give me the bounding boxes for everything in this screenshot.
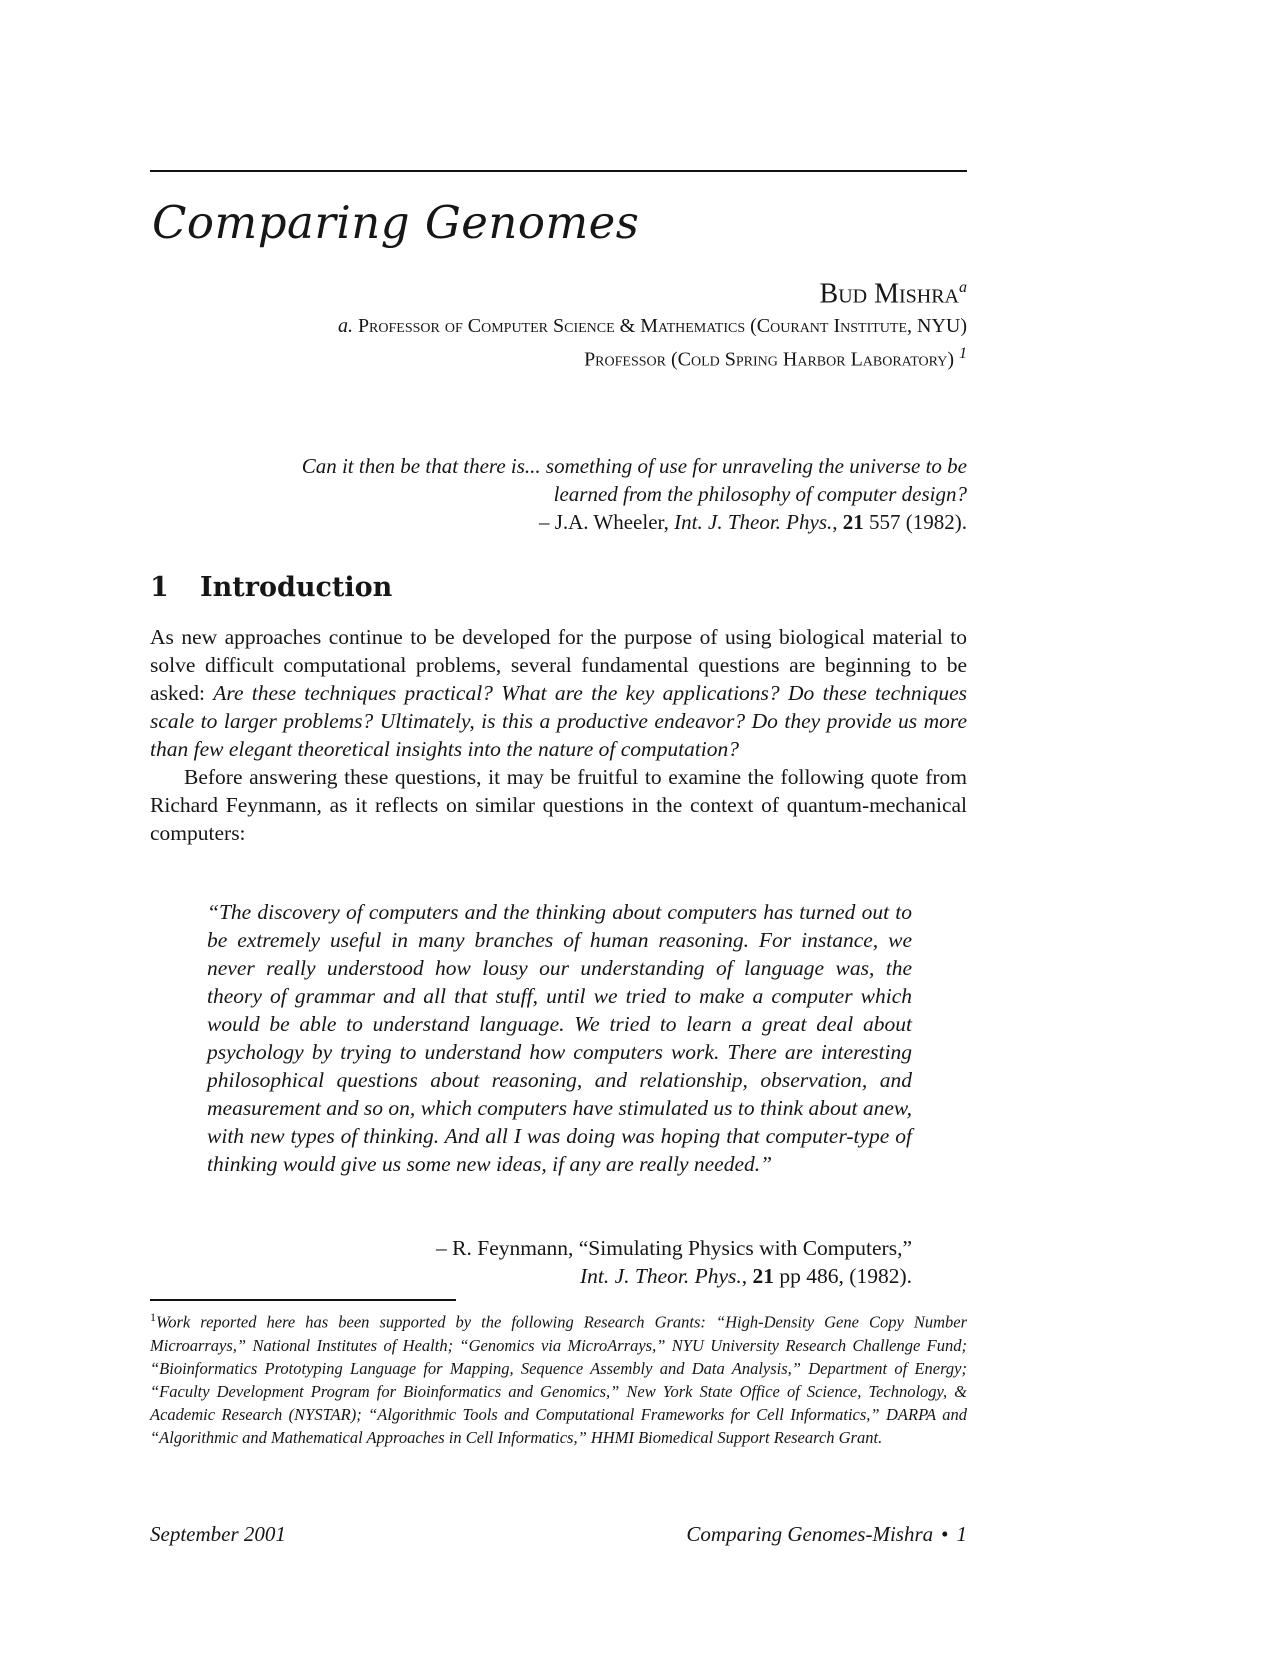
epigraph-quote-line-1: Can it then be that there is... something of use for unraveling the universe to be [301, 454, 967, 478]
top-rule [150, 170, 967, 172]
epigraph-journal: Int. J. Theor. Phys. [674, 510, 833, 534]
footer-running-title-text: Comparing Genomes-Mishra [686, 1522, 934, 1546]
quote-pages-year: pp 486, (1982). [774, 1264, 912, 1288]
footnote-mark: 1 [150, 1310, 156, 1324]
paper-title: Comparing Genomes [152, 196, 640, 249]
epigraph-volume: 21 [842, 510, 864, 534]
quote-volume: 21 [752, 1264, 775, 1288]
quote-separator: , [741, 1264, 753, 1288]
quote-attribution-line-2 [212, 1262, 912, 1290]
footnote-rule [150, 1299, 456, 1301]
footer-date: September 2001 [150, 1522, 286, 1546]
epigraph-author: – J.A. Wheeler, [538, 510, 675, 534]
author-affiliation-mark: a [959, 279, 967, 296]
paragraph-2: Before answering these questions, it may be fruitful to examine the following quote from Richard Feynmann, as it reflects on similar questions in the context of quantum-mechanical computers: [150, 765, 967, 845]
epigraph-separator: , [832, 510, 843, 534]
affiliation-line-2 [150, 340, 967, 374]
author-name-text: Bud Mishra [819, 278, 959, 310]
page-number: 1 [956, 1522, 967, 1546]
author-name [150, 270, 967, 312]
footer-bullet: • [941, 1522, 949, 1546]
paragraph-1-plain: As new approaches continue to be developed for the purpose of using biological material to solve difficult computational problems, several fundamental questions are beginning to be asked: [150, 625, 967, 705]
footnote [150, 1306, 967, 1449]
affiliation-text-2: Professor (Cold Spring Harbor Laboratory) [584, 348, 954, 371]
epigraph-attribution [167, 508, 967, 536]
affiliation-label: a. [337, 315, 353, 338]
feynmann-quote: “The discovery of computers and the thinking about computers has turned out to be extremely useful in many branches of human reasoning. For instance, we never really understood how lousy our understanding of language was, the theory of grammar and all that stuff, until we tried to make a computer which would be able to understand language. We tried to learn a great deal about psychology by trying to understand how computers work. There are interesting philosophical questions about reasoning, and relationship, observation, and measurement and so on, which computers have stimulated us to think about anew, with new types of thinking. And all I was doing was hoping that computer-type of thinking would give us some new ideas, if any are really needed.” [207, 900, 912, 1176]
paragraph-1 [150, 623, 967, 763]
epigraph [167, 452, 967, 536]
body-text [150, 623, 967, 847]
quote-attribution-line-1: – R. Feynmann, “Simulating Physics with Computers,” [436, 1236, 912, 1260]
section-heading [150, 572, 392, 603]
epigraph-quote-line-2: learned from the philosophy of computer design? [553, 482, 967, 506]
author-block [150, 270, 967, 374]
footnote-text: Work reported here has been supported by the following Research Grants: “High-Density Gene Copy Number Microarrays,” National Institutes of Health; “Genomics via MicroArrays,” NYU University Research Challenge Fund; “Bioinformatics Prototyping Language for Mapping, Sequence Assembly and Data Analysis,” Department of Energy; “Faculty Development Program for Bioinformatics and Genomics,” New York State Office of Science, Technology, & Academic Research (NYSTAR); “Algorithmic Tools and Computational Frameworks for Cell Informatics,” DARPA and “Algorithmic and Mathematical Approaches in Cell Informatics,” HHMI Biomedical Support Research Grant. [150, 1312, 967, 1447]
epigraph-pages-year: 557 (1982). [863, 510, 967, 534]
paper-page [150, 0, 967, 1656]
quote-attribution [212, 1234, 912, 1290]
footer-running-title [686, 1522, 967, 1547]
section-title: Introduction [200, 572, 393, 603]
affiliation-footnote-mark: 1 [959, 345, 967, 363]
affiliation-line-1 [150, 312, 967, 340]
paragraph-1-questions: Are these techniques practical? What are the key applications? Do these techniques scale to larger problems? Ultimately, is this a productive endeavor? Do they provide us more than few elegant theoretical insights into the nature of computation? [150, 681, 967, 761]
affiliation-text-1: Professor of Computer Science & Mathematics (Courant Institute, NYU) [357, 315, 967, 338]
quote-journal: Int. J. Theor. Phys. [579, 1264, 742, 1288]
section-number: 1 [150, 572, 169, 603]
